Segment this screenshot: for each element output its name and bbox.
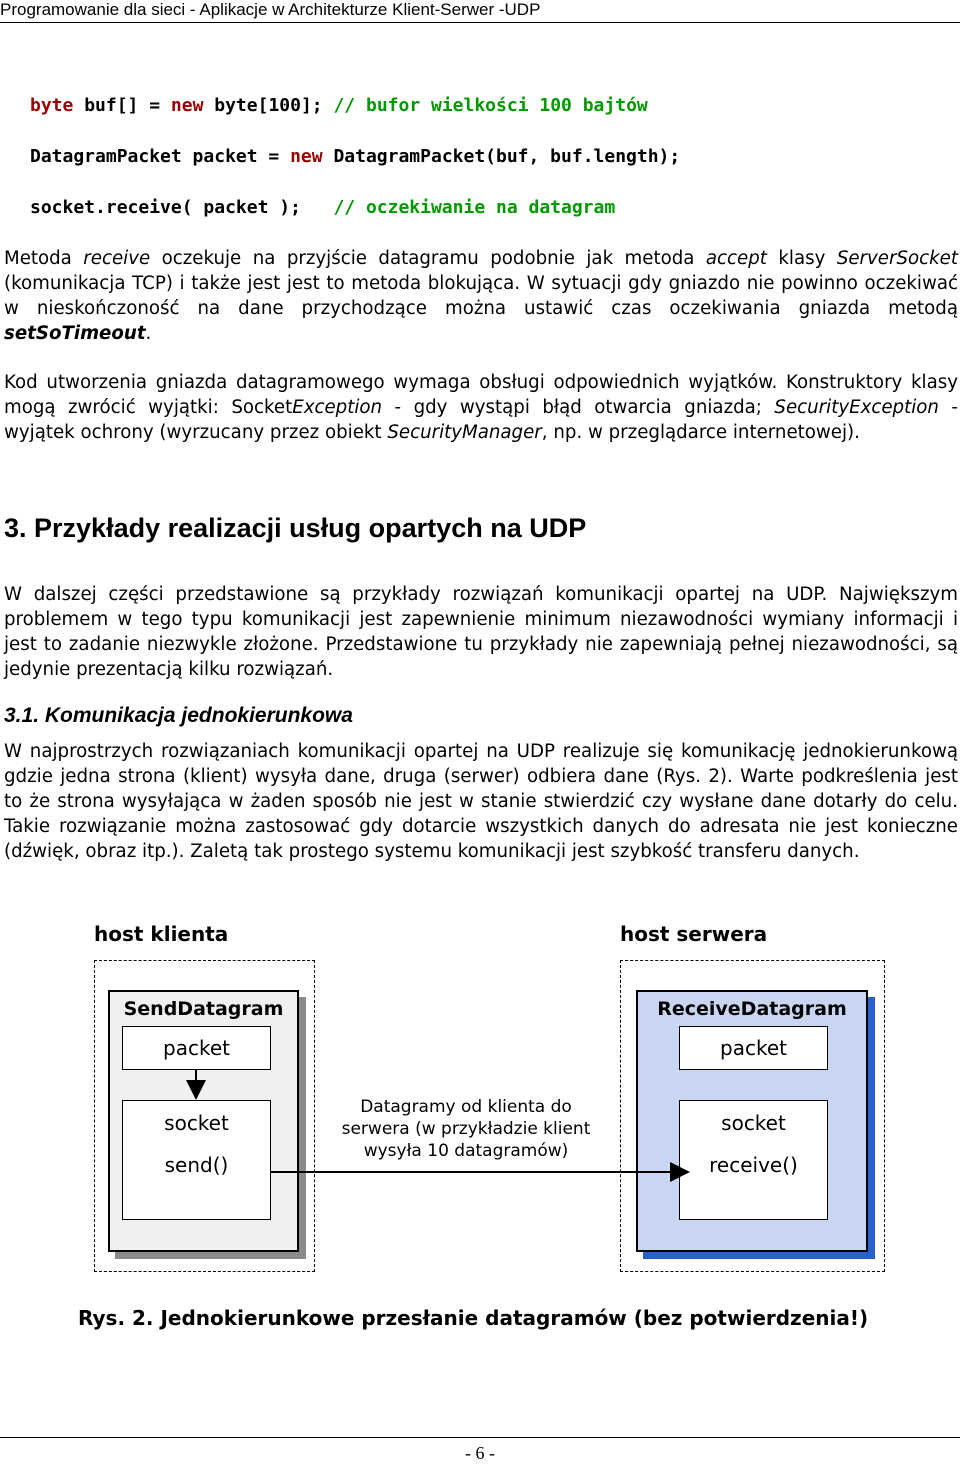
paragraph-intro-examples: W dalszej części przedstawione są przykłady rozwiązań komunikacji opartej na UDP. Największym problemem w tego typu komunikacji jest zapewnienie minimum niezawodności wymiany informacji i jest to zadanie niezwykle złożone. Przedstawione tu przykłady nie zapewniają pełnej niezawodności, są jedynie prezentacją kilku rozwiązań. xyxy=(4,584,958,680)
client-host-label: host klienta xyxy=(94,922,229,946)
server-host-label: host serwera xyxy=(620,922,768,946)
text: , np. w przeglądarce internetowej). xyxy=(541,422,860,443)
figure-caption: Rys. 2. Jednokierunkowe przesłanie datagramów (bez potwierdzenia!) xyxy=(78,1306,869,1330)
code-keyword: new xyxy=(290,146,323,167)
text: - gdy wystąpi błąd otwarcia gniazda; xyxy=(382,397,775,418)
panel-title: SendDatagram xyxy=(123,998,284,1020)
text: . xyxy=(145,323,152,344)
text: (komunikacja TCP) i także jest jest to metoda blokująca. W sytuacji gdy gniazdo nie powinno oczekiwać w nieskończoność na dane przychodzące można ustawić czas oczekiwania gniazda metodą xyxy=(4,273,958,319)
section-heading-3-1: 3.1. Komunikacja jednokierunkowa xyxy=(4,704,353,727)
footer-divider xyxy=(0,1437,960,1438)
italic-term: Exception xyxy=(292,397,383,418)
socket-label: socket xyxy=(164,1111,229,1135)
italic-term: SecurityException xyxy=(774,397,939,418)
page-number: - 6 - xyxy=(465,1443,495,1463)
italic-term: accept xyxy=(705,248,767,269)
paragraph-one-way: W najprostrzych rozwiązaniach komunikacji opartej na UDP realizuje się komunikację jednokierunkową gdzie jedna strona (klient) wysyła dane, druga (serwer) odbiera dane (Rys. 2). Warte podkreślenia jest to że strona wysyłająca w żaden sposób nie jest w stanie stwierdzić czy wysłane dane dotarły do celu. Takie rozwiązanie można zastosować gdy dotarcie wszystkich danych do adresata nie jest konieczne (dźwięk, obraz itp.). Zaletą tak prostego systemu komunikacji jest szybkość transferu danych. xyxy=(4,741,958,862)
italic-term: receive xyxy=(83,248,151,269)
arrow-description: Datagramy od klienta do serwera (w przykładzie klient wysyła 10 datagramów) xyxy=(341,1097,591,1161)
text: Metoda xyxy=(4,248,84,269)
code-text: socket.receive( packet ); xyxy=(30,197,334,218)
code-keyword: new xyxy=(170,95,204,116)
code-text: DatagramPacket(buf, buf.length); xyxy=(322,146,681,167)
text: - wyjątek ochrony (wyrzucany przez obiekt xyxy=(4,397,958,443)
panel-title: ReceiveDatagram xyxy=(657,998,847,1020)
code-text: buf[] = xyxy=(73,95,171,116)
bold-italic-term: setSoTimeout xyxy=(4,323,146,344)
code-comment: // oczekiwanie na datagram xyxy=(333,197,616,218)
socket-label: socket xyxy=(721,1111,786,1135)
section-heading-3: 3. Przykłady realizacji usług opartych na UDP xyxy=(4,513,587,543)
packet-label: packet xyxy=(720,1036,787,1060)
packet-label: packet xyxy=(163,1036,230,1060)
code-comment: // bufor wielkości 100 bajtów xyxy=(333,95,648,116)
code-text: byte[100]; xyxy=(203,95,334,116)
header-title: Programowanie dla sieci - Aplikacje w Architekturze Klient-Serwer -UDP xyxy=(0,0,541,19)
text: oczekuje na przyjście datagramu podobnie jak metoda xyxy=(150,248,706,269)
italic-term: ServerSocket xyxy=(836,248,958,269)
receive-method-label: receive() xyxy=(709,1153,798,1177)
text: klasy xyxy=(766,248,837,269)
code-keyword: byte xyxy=(30,95,74,116)
text: Kod utworzenia gniazda datagramowego wymaga obsługi odpowiednich wyjątków. Konstruktory klasy mogą zwrócić wyjątki: Socket xyxy=(4,372,958,418)
italic-term: SecurityManager xyxy=(387,422,542,443)
send-method-label: send() xyxy=(164,1153,229,1177)
code-text: DatagramPacket packet = xyxy=(30,146,291,167)
